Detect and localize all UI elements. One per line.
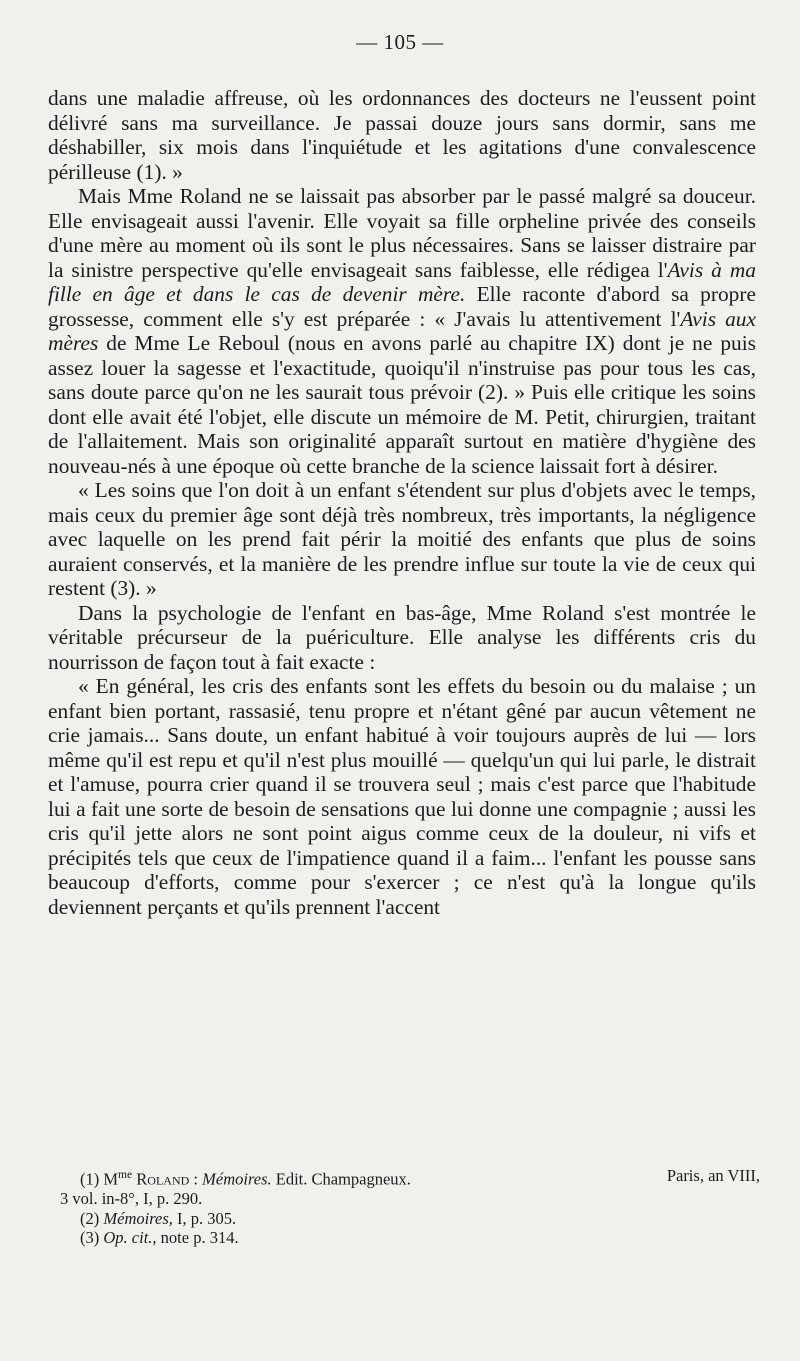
paragraph-2-text-b: Elle raconte d'abord sa propre grossesse, comment elle s'y est préparée : « J'avais lu attentivement l' [48,282,756,331]
footnote-1-place: Paris, an VIII, [666,1166,760,1185]
page-number: — 105 — [356,30,444,54]
footnotes [60,1166,760,1248]
footnote-1 [60,1166,760,1189]
footnote-1-edit: Edit. Champagneux. [271,1169,411,1189]
paragraph-2 [48,184,756,478]
footnote-1-continuation: 3 vol. in-8°, I, p. 290. [60,1189,203,1208]
paragraph-3: « Les soins que l'on doit à un enfant s'étendent sur plus d'objets avec le temps, mais ceux du premier âge sont déjà très nombreux, très importants, la négligence avec laquelle on les prend fait périr la moitié des enfants que plus de soins auraient conservés, et la manière de les prendre influe sur toute la vie de ceux qui restent (3). » [48,478,756,600]
work-title-avis-aux-meres: Avis aux mères [48,306,756,355]
footnote-1-mme: M [103,1169,119,1189]
paragraph-1: dans une maladie affreuse, où les ordonnances des docteurs ne l'eussent point délivré sans ma surveillance. Je passai douze jours sans dormir, sans me déshabiller, six mois dans l'inquiétude et les agitations d'une convalescence périlleuse (1). » [48,86,756,184]
footnote-2-ref: I, p. 305. [172,1208,237,1228]
footnote-2-number: (2) [80,1208,100,1228]
paragraph-2-text-a: Mais Mme Roland ne se laissait pas absorber par le passé malgré sa douceur. Elle envisageait aussi l'avenir. Elle voyait sa fille orpheline privée des conseils d'une mère au moment où ils sont le plus nécessaires. Sans se laisser distraire par la sinistre perspective qu'elle envisageait sans faiblesse, elle rédigea l' [48,184,756,282]
footnote-2-title: Mémoires, [103,1208,173,1228]
paragraph-4: Dans la psychologie de l'enfant en bas-âge, Mme Roland s'est montrée le véritable précurseur de la puériculture. Elle analyse les différents cris du nourrisson de façon tout à fait exacte : [48,600,756,674]
footnote-1-number: (1) [80,1169,100,1189]
footnote-1-body [80,1166,411,1189]
footnote-3-title: Op. cit., [103,1228,157,1247]
footnote-3-ref: note p. 314. [156,1228,239,1247]
footnote-3 [60,1228,760,1248]
main-text [48,86,756,919]
footnote-3-number: (3) [80,1228,100,1247]
footnote-1-sep: : [189,1169,203,1189]
paragraph-2-text-c: de Mme Le Reboul (nous en avons parlé au chapitre IX) dont je ne puis assez louer la sagesse et l'exactitude, quoiqu'il n'instruise pas pour tous les cas, sans doute parce qu'on ne les saurait tous prévoir (2). » Puis elle critique les soins dont elle avait été l'objet, elle discute un mémoire de M. Petit, chirurgien, traitant de l'allaitement. Mais son originalité apparaît surtout en matière d'hygiène des nouveau-nés à une époque où cette branche de la science laissait fort à désirer. [48,331,756,478]
footnote-1-title: Mémoires. [202,1169,272,1189]
paragraph-5: « En général, les cris des enfants sont les effets du besoin ou du malaise ; un enfant bien portant, rassasié, tenu propre et n'étant gêné par aucun vêtement ne crie jamais... Sans doute, un enfant habitué à voir toujours auprès de lui — lors même qu'il est repu et qu'il n'est plus mouillé — quelqu'un qui lui parle, le distrait et l'amuse, pourra crier quand il se trouvera seul ; mais c'est parce que l'habitude lui a fait une sorte de besoin de sensations que lui donne une compagnie ; aussi les cris qu'il jette alors ne sont point aigus comme ceux de la douleur, ni vifs et précipités tels que ceux de l'impatience quand il a faim... l'enfant les pousse sans beaucoup d'efforts, comme pour s'exercer ; ce n'est qu'à la longue qu'ils deviennent perçants et qu'ils prennent l'accent [48,674,756,919]
footnote-1-mme-sup: me [118,1169,133,1181]
footnote-1-author: Roland [136,1169,190,1189]
work-title-avis-a-ma-fille: Avis à ma fille en âge et dans le cas de devenir mère. [48,257,756,306]
footnote-2 [60,1209,760,1229]
